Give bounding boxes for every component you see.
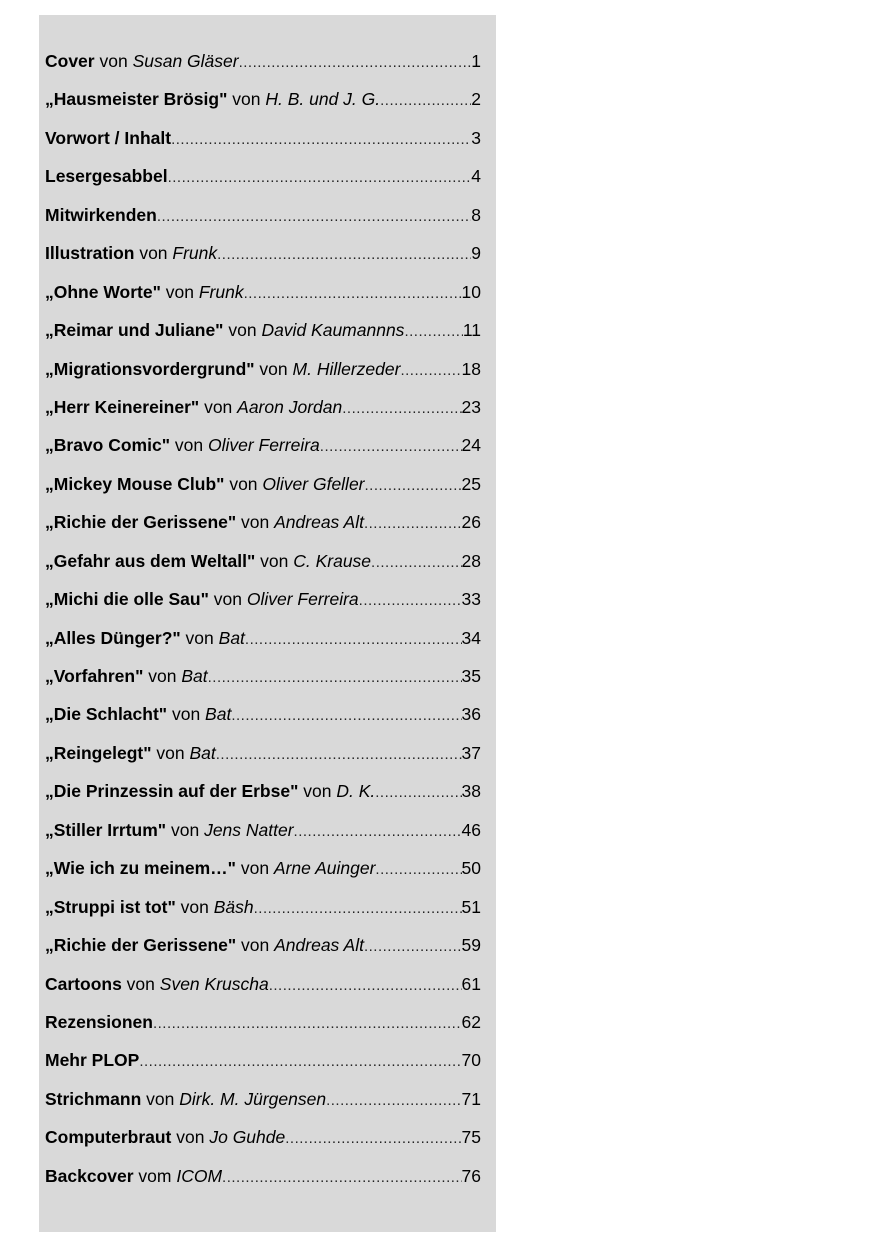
toc-entry	[45, 205, 481, 243]
toc-dot-leader	[216, 746, 462, 763]
toc-entry-page: 61	[461, 973, 481, 994]
toc-entry-page: 34	[461, 627, 481, 648]
toc-entry-title: „Alles Dünger?"	[45, 627, 181, 648]
toc-entry-page: 4	[471, 166, 481, 187]
toc-entry	[45, 359, 481, 397]
toc-entry-author: Oliver Ferreira	[207, 435, 320, 456]
toc-dot-leader	[269, 977, 462, 994]
toc-entry-title: „Ohne Worte"	[45, 281, 161, 302]
toc-entry-title: Computerbraut	[45, 1127, 172, 1148]
toc-entry-page: 28	[461, 550, 481, 571]
toc-dot-leader	[157, 208, 471, 225]
toc-entry-connector: vom	[133, 1165, 177, 1186]
toc-entry-author: Bat	[189, 742, 216, 763]
toc-entry-author: Bat	[205, 704, 232, 725]
toc-entry-title: „Herr Keinereiner"	[45, 396, 200, 417]
toc-dot-leader	[139, 1053, 461, 1070]
toc-entry-connector: von	[151, 742, 190, 763]
toc-entry-author: Bat	[218, 627, 245, 648]
toc-entry-title: Mitwirkenden	[45, 204, 157, 225]
toc-dot-leader	[294, 823, 462, 840]
toc-entry-title: „Die Schlacht"	[45, 704, 168, 725]
toc-entry-page: 62	[461, 1011, 481, 1032]
toc-entry	[45, 704, 481, 742]
toc-entry-page: 1	[471, 51, 481, 71]
toc-entry-title: „Die Prinzessin auf der Erbse"	[45, 781, 299, 802]
toc-dot-leader	[404, 323, 462, 340]
toc-dot-leader	[320, 438, 462, 455]
toc-entry	[45, 1166, 481, 1204]
toc-entry-connector: von	[208, 589, 247, 610]
toc-entry-page: 8	[471, 204, 481, 225]
toc-entry-page: 59	[461, 935, 481, 956]
toc-entry-title: „Hausmeister Brösig"	[45, 89, 228, 110]
toc-dot-leader	[222, 1169, 461, 1186]
toc-entry-title: „Wie ich zu meinem…"	[45, 858, 236, 879]
toc-entry-page: 35	[461, 666, 481, 686]
toc-entry	[45, 1089, 481, 1127]
toc-entry	[45, 897, 481, 935]
toc-entry-author: Bat	[181, 666, 208, 686]
toc-dot-leader	[168, 169, 472, 186]
toc-entry-page: 9	[471, 243, 481, 264]
toc-entry-connector: von	[121, 973, 160, 994]
toc-entry	[45, 781, 481, 819]
toc-entry-author: Frunk	[172, 243, 218, 264]
toc-entry-title: „Migrationsvordergrund"	[45, 358, 255, 379]
toc-dot-leader	[364, 938, 462, 955]
toc-entry-title: Vorwort / Inhalt	[45, 127, 172, 148]
toc-entry-page: 26	[461, 512, 481, 533]
toc-entry	[45, 820, 481, 858]
toc-entry	[45, 435, 481, 473]
toc-entry-author: Oliver Gfeller	[262, 473, 365, 494]
toc-entry-connector: von	[134, 243, 173, 264]
toc-entry-page: 38	[461, 781, 481, 802]
toc-dot-leader	[364, 515, 462, 532]
toc-entry-author: Andreas Alt	[274, 512, 364, 533]
toc-entry	[45, 974, 481, 1012]
toc-entry	[45, 666, 481, 704]
toc-entry	[45, 166, 481, 204]
toc-entry-title: „Gefahr aus dem Weltall"	[45, 550, 256, 571]
toc-entry-title: „Vorfahren"	[45, 666, 144, 686]
toc-list	[45, 51, 481, 1204]
toc-entry-page: 33	[461, 589, 481, 610]
toc-entry-author: M. Hillerzeder	[292, 358, 401, 379]
toc-entry	[45, 589, 481, 627]
toc-entry	[45, 628, 481, 666]
toc-entry	[45, 935, 481, 973]
toc-entry-author: Oliver Ferreira	[246, 589, 359, 610]
toc-entry-page: 10	[461, 281, 481, 302]
toc-dot-leader	[171, 131, 471, 148]
toc-entry	[45, 397, 481, 435]
toc-entry-page: 25	[461, 473, 481, 494]
toc-entry	[45, 551, 481, 589]
toc-entry-connector: von	[235, 858, 274, 879]
toc-entry-connector: von	[223, 320, 262, 341]
toc-entry-title: „Mickey Mouse Club"	[45, 473, 225, 494]
toc-entry-page: 11	[462, 320, 481, 341]
toc-entry-page: 50	[461, 858, 481, 879]
toc-entry-connector: von	[298, 781, 337, 802]
toc-entry-connector: von	[94, 51, 133, 71]
toc-entry-page: 75	[461, 1127, 481, 1148]
toc-entry-connector: von	[166, 819, 205, 840]
toc-entry	[45, 243, 481, 281]
toc-entry-connector: von	[143, 666, 182, 686]
toc-dot-leader	[342, 400, 461, 417]
toc-entry-author: Bäsh	[213, 896, 254, 917]
toc-entry-title: „Reingelegt"	[45, 742, 152, 763]
toc-entry-page: 37	[461, 742, 481, 763]
toc-entry-page: 76	[461, 1165, 481, 1186]
toc-entry-page: 36	[461, 704, 481, 725]
toc-entry-title: „Bravo Comic"	[45, 435, 170, 456]
toc-entry-connector: von	[167, 704, 206, 725]
toc-entry-connector: von	[160, 281, 199, 302]
toc-entry-author: ICOM	[176, 1165, 223, 1186]
toc-entry	[45, 1012, 481, 1050]
toc-entry-page: 24	[461, 435, 481, 456]
toc-entry-connector: von	[199, 396, 238, 417]
toc-entry	[45, 89, 481, 127]
toc-entry-page: 46	[461, 819, 481, 840]
toc-dot-leader	[254, 900, 462, 917]
toc-dot-leader	[153, 1015, 462, 1032]
toc-entry-title: Backcover	[45, 1165, 134, 1186]
toc-entry	[45, 320, 481, 358]
toc-entry-connector: von	[227, 89, 266, 110]
toc-entry-title: Lesergesabbel	[45, 166, 168, 187]
toc-entry	[45, 474, 481, 512]
toc-entry-connector: von	[236, 512, 275, 533]
toc-entry-connector: von	[255, 550, 294, 571]
toc-dot-leader	[400, 362, 461, 379]
toc-dot-leader	[365, 477, 462, 494]
toc-entry-title: Rezensionen	[45, 1011, 153, 1032]
toc-entry-connector: von	[141, 1088, 180, 1109]
toc-entry-page: 51	[461, 896, 481, 917]
toc-dot-leader	[208, 669, 462, 686]
toc-dot-leader	[375, 784, 461, 801]
toc-entry	[45, 128, 481, 166]
toc-entry-author: Dirk. M. Jürgensen	[179, 1088, 327, 1109]
toc-entry-connector: von	[171, 1127, 210, 1148]
toc-entry-author: Frunk	[198, 281, 244, 302]
toc-dot-leader	[245, 631, 462, 648]
toc-entry	[45, 858, 481, 896]
toc-dot-leader	[244, 285, 462, 302]
toc-entry-page: 3	[471, 127, 481, 148]
toc-entry-title: Illustration	[45, 243, 135, 264]
toc-dot-leader	[375, 861, 461, 878]
toc-entry-title: „Michi die olle Sau"	[45, 589, 209, 610]
toc-dot-leader	[326, 1092, 461, 1109]
toc-entry-connector: von	[175, 896, 214, 917]
toc-dot-leader	[239, 54, 472, 71]
toc-entry	[45, 512, 481, 550]
toc-entry-connector: von	[254, 358, 293, 379]
toc-entry	[45, 1050, 481, 1088]
toc-entry-title: „Richie der Gerissene"	[45, 935, 237, 956]
toc-entry-title: Mehr PLOP	[45, 1050, 140, 1071]
toc-entry-author: Jo Guhde	[209, 1127, 286, 1148]
toc-entry	[45, 743, 481, 781]
toc-entry-author: Arne Auinger	[273, 858, 376, 879]
toc-entry-author: Sven Kruscha	[159, 973, 269, 994]
toc-dot-leader	[380, 92, 471, 109]
toc-dot-leader	[231, 707, 461, 724]
toc-entry-title: Strichmann	[45, 1088, 142, 1109]
toc-dot-leader	[285, 1130, 461, 1147]
toc-dot-leader	[359, 592, 462, 609]
toc-entry	[45, 51, 481, 89]
toc-entry-page: 70	[461, 1050, 481, 1071]
toc-entry-title: Cartoons	[45, 973, 122, 994]
toc-dot-leader	[217, 246, 471, 263]
toc-entry-page: 18	[461, 358, 481, 379]
toc-entry-title: „Stiller Irrtum"	[45, 819, 167, 840]
toc-entry-title: „Richie der Gerissene"	[45, 512, 237, 533]
toc-entry-author: H. B. und J. G.	[265, 89, 381, 110]
toc-entry-page: 71	[461, 1088, 481, 1109]
toc-entry-page: 23	[461, 396, 481, 417]
table-of-contents-panel	[39, 15, 496, 1232]
toc-dot-leader	[371, 554, 462, 571]
toc-entry-author: Jens Natter	[204, 819, 294, 840]
toc-entry-author: Susan Gläser	[132, 51, 239, 71]
toc-entry-title: Cover	[45, 51, 95, 71]
toc-entry-title: „Reimar und Juliane"	[45, 320, 224, 341]
toc-entry-author: C. Krause	[293, 550, 372, 571]
toc-entry	[45, 1127, 481, 1165]
toc-entry-page: 2	[471, 89, 481, 110]
toc-entry-connector: von	[180, 627, 219, 648]
toc-entry-author: Aaron Jordan	[237, 396, 343, 417]
toc-entry-title: „Struppi ist tot"	[45, 896, 176, 917]
toc-entry-connector: von	[170, 435, 208, 456]
toc-entry-connector: von	[236, 935, 275, 956]
toc-entry-connector: von	[224, 473, 263, 494]
toc-entry	[45, 282, 481, 320]
toc-entry-author: Andreas Alt	[274, 935, 364, 956]
toc-entry-author: David Kaumannns	[261, 320, 405, 341]
toc-entry-author: D. K.	[336, 781, 376, 802]
